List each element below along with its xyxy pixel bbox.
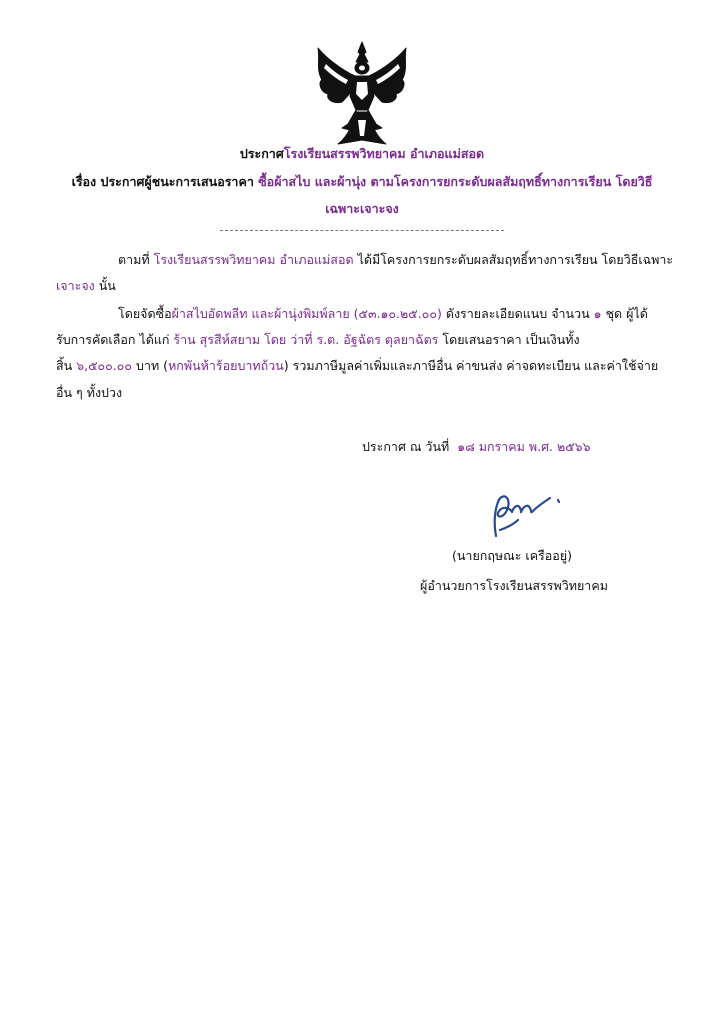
p2-prefix: โดยจัดซื้อ <box>118 306 172 321</box>
title-prefix: ประกาศ <box>239 146 284 161</box>
paragraph-1-line-1 <box>118 252 673 268</box>
paragraph-2-line-2 <box>56 332 580 348</box>
p1-school: โรงเรียนสรรพวิทยาคม อำเภอแม่สอด <box>153 252 354 267</box>
p1-prefix: ตามที่ <box>118 252 150 267</box>
p2-item: ผ้าสไบอัดพลีท และผ้านุ่งพิมพ์ลาย (๕๓.๑๐.๒๕.๐๐) <box>171 306 442 321</box>
paragraph-2-line-3 <box>56 358 658 374</box>
subject-prefix: เรื่อง ประกาศผู้ชนะการเสนอราคา <box>71 174 254 189</box>
handwritten-signature <box>484 490 564 542</box>
p2-unit-suffix: ชุด ผู้ได้ <box>605 306 648 321</box>
announcement-title <box>0 146 724 162</box>
p2-line2-suffix: โดยเสนอราคา เป็นเงินทั้ง <box>438 332 580 347</box>
p2-after-item: ดังรายละเอียดแนบ จำนวน <box>441 306 590 321</box>
p1-suffix: นั้น <box>94 278 116 293</box>
p1-project: ได้มีโครงการยกระดับผลสัมฤทธิ์ทางการเรียน โดยวิธีเฉพาะ <box>357 252 674 267</box>
subject-item: ซื้อผ้าสไบ และผ้านุ่ง ตามโครงการยกระดับผลสัมฤทธิ์ทางการเรียน โดยวิธี <box>258 174 653 189</box>
p1-method: เจาะจง <box>56 278 95 293</box>
date-prefix: ประกาศ ณ วันที่ <box>362 439 450 454</box>
p2-vendor: ร้าน สุรสีห์สยาม โดย ว่าที่ ร.ต. อัฐฉัตร ตุลยาฉัตร <box>169 332 439 347</box>
signatory-name: (นายกฤษณะ เครืออยู่) <box>452 548 572 563</box>
date-value: ๑๘ มกราคม พ.ศ. ๒๕๖๖ <box>457 439 591 454</box>
p2-qty: ๑ <box>589 306 606 321</box>
signatory-position: ผู้อำนวยการโรงเรียนสรรพวิทยาคม <box>420 578 608 593</box>
separator-line <box>220 230 504 231</box>
p2-line2-prefix: รับการคัดเลือก ได้แก่ <box>56 332 170 347</box>
paragraph-2-line-1 <box>118 306 648 322</box>
garuda-emblem-icon <box>312 40 412 148</box>
p2-line3-prefix: สิ้น <box>56 358 73 373</box>
p2-line3-suffix: ) รวมภาษีมูลค่าเพิ่มและภาษีอื่น ค่าขนส่ง ค่าจดทะเบียน และค่าใช้จ่าย <box>283 358 659 373</box>
p2-baht: บาท ( <box>132 358 169 373</box>
title-school: โรงเรียนสรรพวิทยาคม อำเภอแม่สอด <box>283 146 485 161</box>
subject-method: เฉพาะเจาะจง <box>325 201 399 216</box>
announcement-subject <box>0 174 724 190</box>
p2-amount: ๖,๕๐๐.๐๐ <box>72 358 133 373</box>
announcement-date <box>362 439 591 455</box>
paragraph-2-line-4: อื่น ๆ ทั้งปวง <box>56 385 123 400</box>
p2-amount-words: หกพันห้าร้อยบาทถ้วน <box>168 358 284 373</box>
paragraph-1-line-2 <box>56 278 116 294</box>
